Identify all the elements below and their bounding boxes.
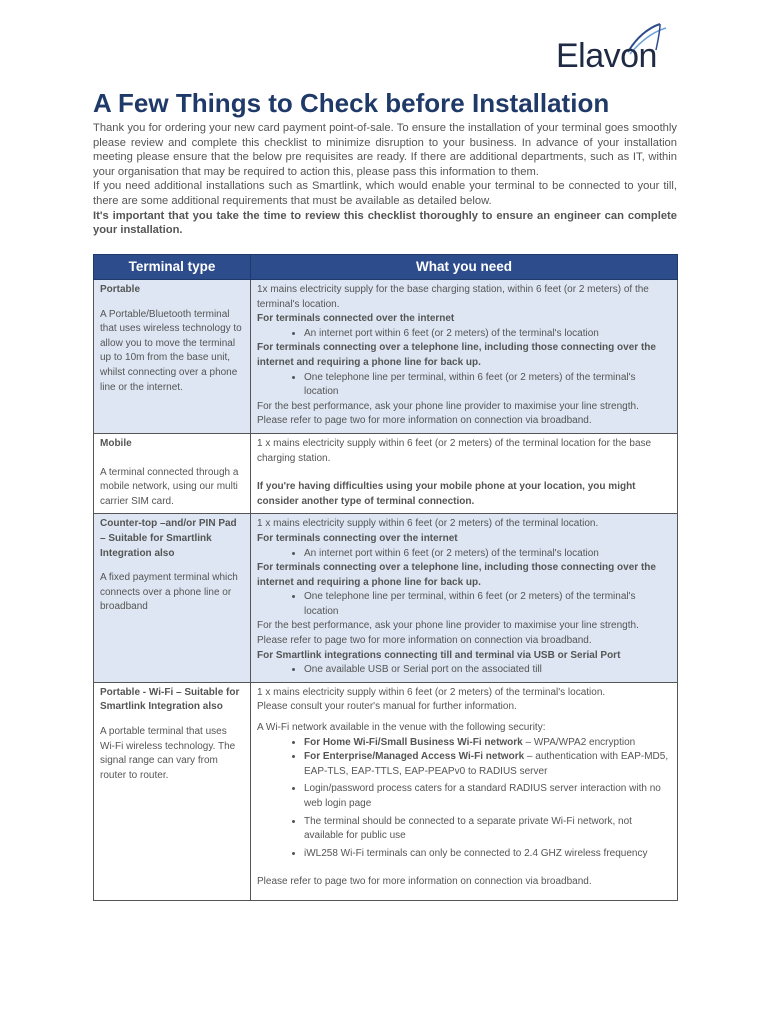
requirement-list [257, 663, 671, 678]
logo-wordmark: Elavon [556, 37, 657, 75]
table-row-mobile [94, 433, 678, 513]
terminal-type-cell [94, 280, 251, 434]
header-what-you-need: What you need [251, 255, 678, 280]
list-item: • One available USB or Serial port on the associated till [304, 663, 671, 678]
list-item: • One telephone line per terminal, within 6 feet (or 2 meters) of the terminal's location [304, 590, 671, 619]
terminal-type-title: Portable [100, 284, 141, 295]
requirement-text: 1x mains electricity supply for the base charging station, within 6 feet (or 2 meters) of the terminal's location. [257, 284, 649, 310]
list-item: • iWL258 Wi-Fi terminals can only be connected to 2.4 GHZ wireless frequency [304, 847, 671, 862]
requirement-text: 1 x mains electricity supply within 6 feet (or 2 meters) of the terminal location. [257, 518, 599, 530]
terminal-type-description: A terminal connected through a mobile network, using our multi carrier SIM card. [100, 466, 239, 507]
intro-important-note: It's important that you take the time to review this checklist thoroughly to ensure an engineer can complete your installation. [93, 209, 677, 237]
requirement-heading: For terminals connecting over the internet [257, 532, 458, 544]
requirement-list [257, 371, 671, 400]
terminal-type-description: A portable terminal that uses Wi-Fi wireless technology. The signal range can vary from router to router. [100, 726, 236, 781]
requirement-text: Please refer to page two for more information on connection via broadband. [257, 635, 592, 647]
list-item: • The terminal should be connected to a separate private Wi-Fi network, not available for public use [304, 815, 671, 844]
requirement-list [257, 736, 671, 862]
requirement-text: Please refer to page two for more information on connection via broadband. [257, 876, 592, 888]
terminal-type-title: Counter-top –and/or PIN Pad – Suitable for Smartlink Integration also [100, 518, 237, 559]
terminal-type-cell [94, 433, 251, 513]
list-item: • One telephone line per terminal, within 6 feet (or 2 meters) of the terminal's location [304, 371, 671, 400]
requirement-heading: For terminals connected over the internet [257, 313, 455, 325]
page-title: A Few Things to Check before Installation [93, 88, 610, 118]
intro-text [93, 121, 677, 238]
terminal-type-title: Mobile [100, 437, 132, 449]
requirement-text: 1 x mains electricity supply within 6 feet (or 2 meters) of the terminal location for the base charging station. [257, 437, 652, 464]
table-row-wifi [94, 682, 678, 900]
requirement-text: Please refer to page two for more information on connection via broadband. [257, 415, 592, 427]
requirement-text: For the best performance, ask your phone line provider to maximise your line strength. [257, 620, 639, 632]
terminal-type-title: Portable - Wi-Fi – Suitable for Smartlink Integration also [100, 686, 240, 713]
requirement-heading: If you're having difficulties using your mobile phone at your location, you might consider another type of terminal connection. [257, 481, 636, 507]
list-item-text: – authentication with EAP-MD5, EAP-TLS, EAP-TTLS, EAP-PEAPv0 to RADIUS server [304, 751, 669, 777]
requirement-text: For the best performance, ask your phone line provider to maximise your line strength. [257, 400, 639, 412]
requirements-cell [251, 433, 678, 513]
list-item: • Login/password process caters for a standard RADIUS server interaction with no web login page [304, 782, 671, 811]
requirement-heading: For terminals connecting over a telephone line, including those connecting over the internet and requiring a phone line for back up. [257, 562, 656, 588]
requirement-heading: For Smartlink integrations connecting till and terminal via USB or Serial Port [257, 649, 621, 661]
list-item [304, 750, 671, 779]
requirements-cell [251, 514, 678, 683]
terminal-type-cell [94, 682, 251, 900]
terminal-type-description: A Portable/Bluetooth terminal that uses wireless technology to allow you to move the terminal up to 10m from the base unit, whilst connecting over a phone line or the internet. [100, 308, 242, 393]
requirement-text: A Wi-Fi network available in the venue with the following security: [257, 722, 546, 734]
requirement-list [257, 547, 671, 562]
requirement-text: Please consult your router's manual for further information. [257, 701, 517, 713]
requirements-cell [251, 682, 678, 900]
list-item-text: – WPA/WPA2 encryption [522, 736, 636, 748]
requirement-text: 1 x mains electricity supply within 6 feet (or 2 meters) of the terminal's location. [257, 686, 606, 698]
intro-paragraph-2: If you need additional installations such as Smartlink, which would enable your terminal to be connected to your till, there are some additional requirements that must be available as detailed below. [93, 180, 677, 207]
table-row-counter-top [94, 514, 678, 683]
header-terminal-type: Terminal type [94, 255, 251, 280]
requirement-list [257, 327, 671, 342]
requirement-list [257, 590, 671, 619]
requirement-heading: For terminals connecting over a telephone line, including those connecting over the internet and requiring a phone line for back up. [257, 342, 656, 368]
terminal-type-cell [94, 514, 251, 683]
list-item [304, 736, 671, 751]
terminal-type-description: A fixed payment terminal which connects over a phone line or broadband [100, 572, 238, 613]
list-item-heading: For Home Wi-Fi/Small Business Wi-Fi network [304, 736, 523, 748]
list-item: • An internet port within 6 feet (or 2 meters) of the terminal's location [304, 547, 671, 562]
checklist-table [93, 254, 678, 901]
list-item-heading: For Enterprise/Managed Access Wi-Fi network [304, 751, 525, 763]
list-item: • An internet port within 6 feet (or 2 meters) of the terminal's location [304, 327, 671, 342]
table-row-portable [94, 280, 678, 434]
requirements-cell [251, 280, 678, 434]
table-header-row [94, 255, 678, 280]
elavon-logo [556, 20, 674, 78]
intro-paragraph-1: Thank you for ordering your new card payment point-of-sale. To ensure the installation of your terminal goes smoothly please review and complete this checklist to minimize disruption to your business. In advance of your installation meeting please ensure that the below pre requisites are ready. If there are additional departments, such as IT, within your organisation that may be required to action this, please pass this information to them. [93, 122, 677, 178]
